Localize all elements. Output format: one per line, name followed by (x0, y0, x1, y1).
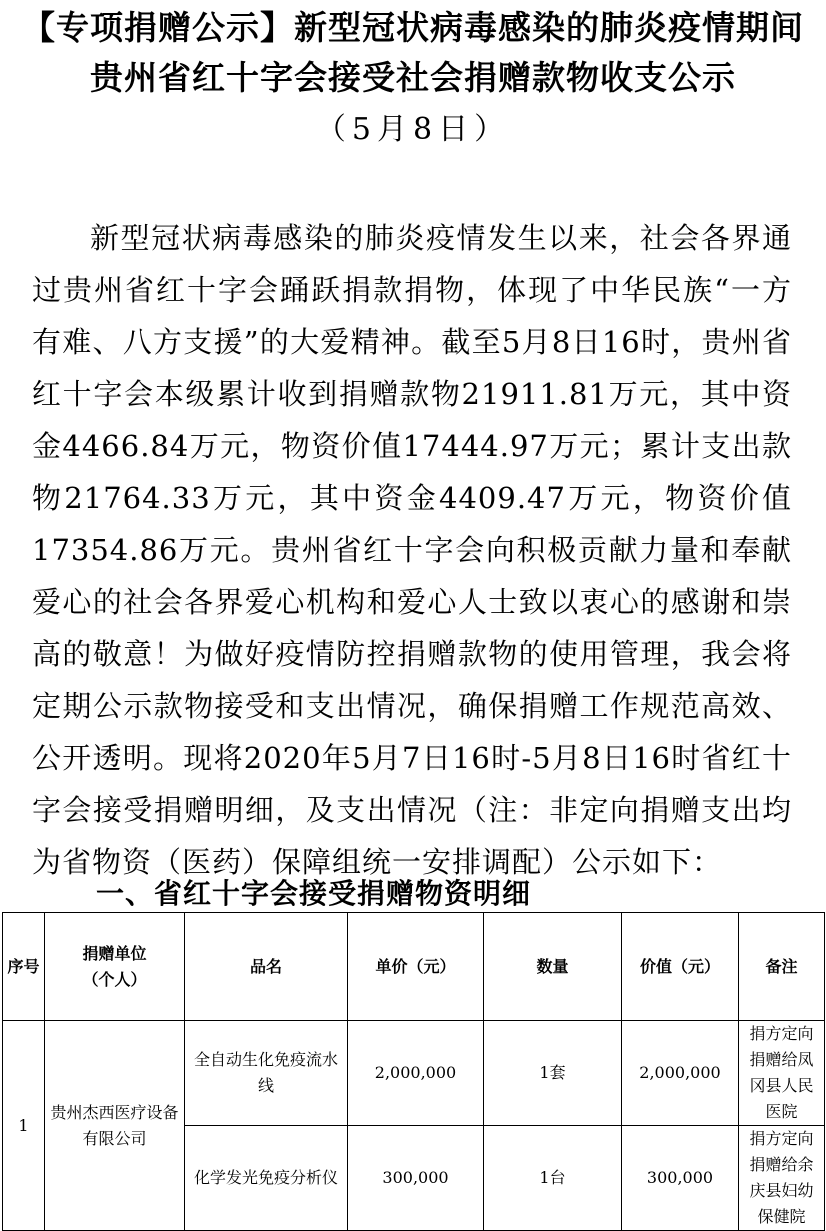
header-donor (45, 913, 185, 1021)
cell-note: 捐方定向捐赠给余庆县妇幼保健院 (739, 1126, 825, 1231)
table-row (3, 1021, 825, 1126)
announcement-body: 新型冠状病毒感染的肺炎疫情发生以来，社会各界通过贵州省红十字会踊跃捐款捐物，体现了中华民族“一方有难、八方支援”的大爱精神。截至5月8日16时，贵州省红十字会本级累计收到捐赠款物21911.81万元，其中资金4466.84万元，物资价值17444.97万元；累计支出款物21764.33万元，其中资金4409.47万元，物资价值17354.86万元。贵州省红十字会向积极贡献力量和奉献爱心的社会各界爱心机构和爱心人士致以衷心的感谢和崇高的敬意！为做好疫情防控捐赠款物的使用管理，我会将定期公示款物接受和支出情况，确保捐赠工作规范高效、公开透明。现将2020年5月7日16时-5月8日16时省红十字会接受捐赠明细，及支出情况（注：非定向捐赠支出均为省物资（医药）保障组统一安排调配）公示如下： (32, 221, 792, 879)
cell-index: 1 (3, 1021, 45, 1231)
cell-item: 化学发光免疫分析仪 (185, 1126, 348, 1231)
cell-note: 捐方定向捐赠给凤冈县人民医院 (739, 1021, 825, 1126)
donation-table (2, 912, 825, 1231)
header-donor-line-1: 捐赠单位 (82, 943, 147, 963)
header-index: 序号 (3, 913, 45, 1021)
cell-item: 全自动生化免疫流水线 (185, 1021, 348, 1126)
header-quantity: 数量 (484, 913, 622, 1021)
header-note: 备注 (739, 913, 825, 1021)
table-header-row (3, 913, 825, 1021)
section-heading: 一、省红十字会接受捐赠物资明细 (96, 877, 532, 910)
header-value: 价值（元） (622, 913, 739, 1021)
header-donor-line-2: （个人） (82, 969, 147, 989)
cell-quantity: 1台 (484, 1126, 622, 1231)
document-date: （5月8日） (315, 112, 511, 147)
header-unit-price: 单价（元） (348, 913, 484, 1021)
cell-unit-price: 2,000,000 (348, 1021, 484, 1126)
header-item: 品名 (185, 913, 348, 1021)
cell-value: 300,000 (622, 1126, 739, 1231)
document-title-line-2: 贵州省红十字会接受社会捐赠款物收支公示 (90, 58, 736, 97)
cell-value: 2,000,000 (622, 1021, 739, 1126)
cell-donor: 贵州杰西医疗设备有限公司 (45, 1021, 185, 1231)
cell-quantity: 1套 (484, 1021, 622, 1126)
cell-unit-price: 300,000 (348, 1126, 484, 1231)
document-title-line-1: 【专项捐赠公示】新型冠状病毒感染的肺炎疫情期间 (22, 8, 804, 47)
